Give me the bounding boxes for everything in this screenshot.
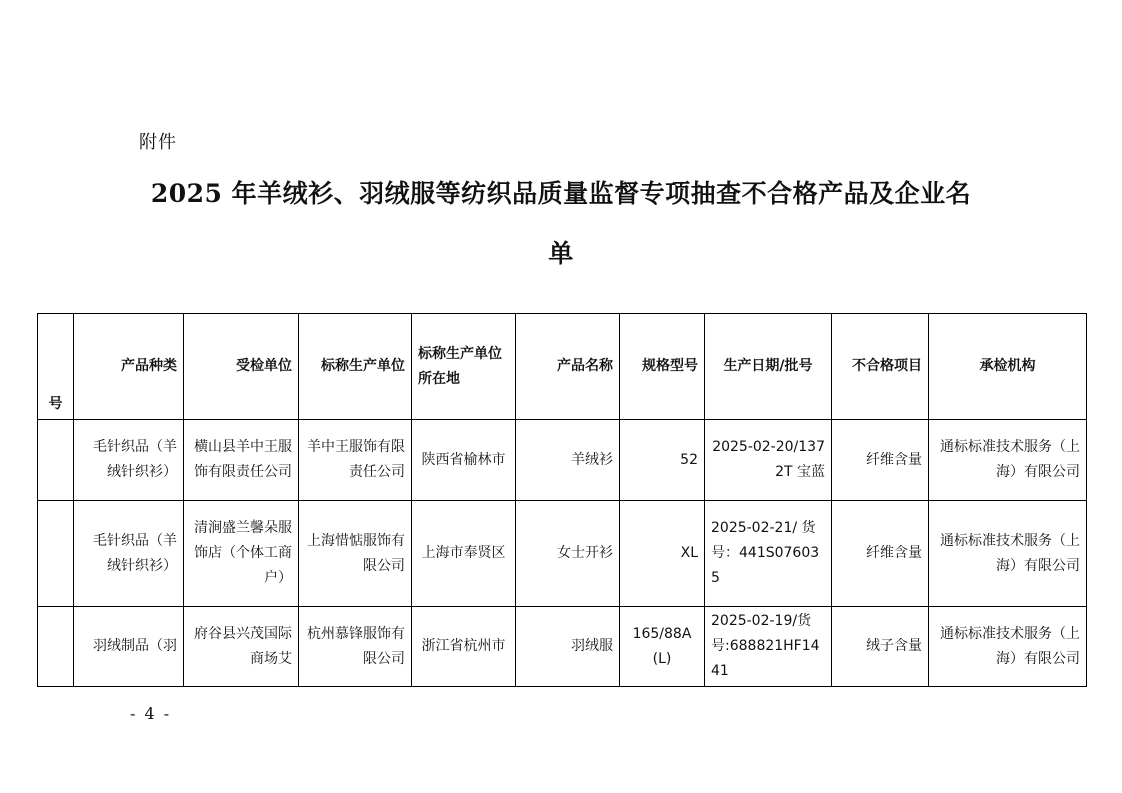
cell-location: 浙江省杭州市 — [412, 607, 516, 687]
cell-category: 毛针织品（羊绒针织衫） — [74, 501, 184, 607]
cell-category: 毛针织品（羊绒针织衫） — [74, 420, 184, 501]
cell-category: 羽绒制品（羽 — [74, 607, 184, 687]
page-number: - 4 - — [130, 704, 172, 723]
table-row — [38, 420, 1087, 501]
document-title-line-1: 2025 年羊绒衫、羽绒服等纺织品质量监督专项抽查不合格产品及企业名 — [150, 179, 972, 208]
header-location: 标称生产单位所在地 — [412, 314, 516, 420]
cell-seq — [38, 607, 74, 687]
cell-product: 羊绒衫 — [516, 420, 620, 501]
cell-agency: 通标标准技术服务（上海）有限公司 — [929, 420, 1087, 501]
cell-spec: 52 — [620, 420, 705, 501]
table-row — [38, 501, 1087, 607]
cell-product: 女士开衫 — [516, 501, 620, 607]
cell-failed-item: 绒子含量 — [832, 607, 929, 687]
header-failed-item: 不合格项目 — [832, 314, 929, 420]
cell-date-batch: 2025-02-20/1372T 宝蓝 — [705, 420, 832, 501]
cell-manufacturer: 羊中王服饰有限责任公司 — [299, 420, 412, 501]
cell-manufacturer: 上海惜惦服饰有限公司 — [299, 501, 412, 607]
cell-location: 上海市奉贤区 — [412, 501, 516, 607]
header-manufacturer: 标称生产单位 — [299, 314, 412, 420]
header-category: 产品种类 — [74, 314, 184, 420]
cell-inspected-unit: 清涧盛兰馨朵服饰店（个体工商户） — [184, 501, 299, 607]
table-header-row — [38, 314, 1087, 420]
cell-agency: 通标标准技术服务（上海）有限公司 — [929, 607, 1087, 687]
cell-inspected-unit: 府谷县兴茂国际商场艾 — [184, 607, 299, 687]
header-inspected-unit: 受检单位 — [184, 314, 299, 420]
header-date-batch: 生产日期/批号 — [705, 314, 832, 420]
cell-inspected-unit: 横山县羊中王服饰有限责任公司 — [184, 420, 299, 501]
header-agency: 承检机构 — [929, 314, 1087, 420]
cell-date-batch: 2025-02-21/ 货号：441S076035 — [705, 501, 832, 607]
cell-failed-item: 纤维含量 — [832, 501, 929, 607]
table-row — [38, 607, 1087, 687]
header-seq: 号 — [38, 314, 74, 420]
cell-seq — [38, 501, 74, 607]
cell-product: 羽绒服 — [516, 607, 620, 687]
cell-failed-item: 纤维含量 — [832, 420, 929, 501]
cell-date-batch: 2025-02-19/货号:688821HF1441 — [705, 607, 832, 687]
cell-seq — [38, 420, 74, 501]
cell-manufacturer: 杭州慕锋服饰有限公司 — [299, 607, 412, 687]
cell-spec: 165/88A(L) — [620, 607, 705, 687]
document-title-line-2: 单 — [548, 239, 574, 268]
noncompliant-products-table — [37, 313, 1087, 687]
cell-location: 陕西省榆林市 — [412, 420, 516, 501]
header-product: 产品名称 — [516, 314, 620, 420]
attachment-label: 附件 — [139, 132, 177, 153]
header-spec: 规格型号 — [620, 314, 705, 420]
cell-spec: XL — [620, 501, 705, 607]
cell-agency: 通标标准技术服务（上海）有限公司 — [929, 501, 1087, 607]
